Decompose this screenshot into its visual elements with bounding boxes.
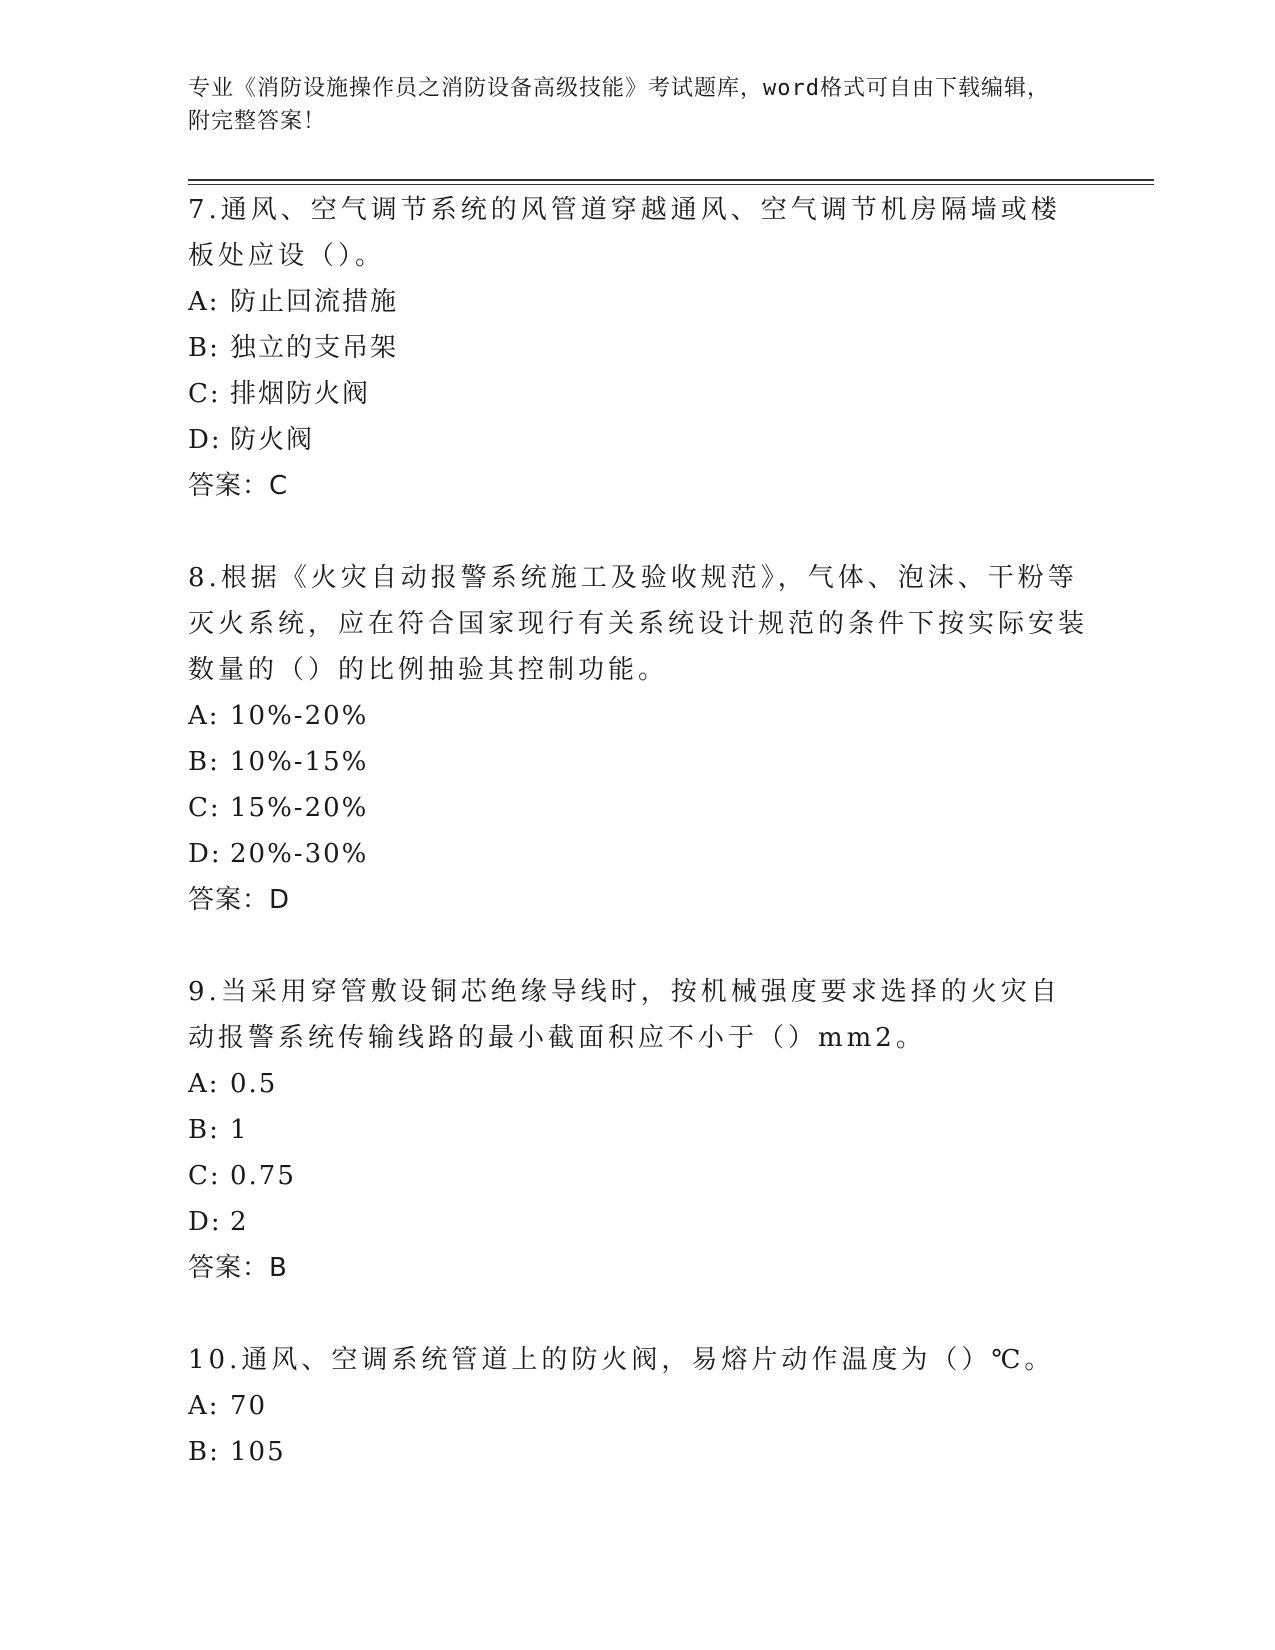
question-10 [188,1337,1088,1475]
option-b [188,325,1088,371]
option-text: 防止回流措施 [230,287,399,317]
option-a [188,279,1088,325]
option-letter: C: [188,793,221,823]
question-spacer [188,1291,1088,1337]
option-a [188,1383,1088,1429]
option-text: 防火阀 [230,425,315,455]
document-header: 专业《消防设施操作员之消防设备高级技能》考试题库，word格式可自由下载编辑，附完整答案！ [188,76,1050,134]
option-b [188,739,1088,785]
question-stem: 9.当采用穿管敷设铜芯绝缘导线时，按机械强度要求选择的火灾自动报警系统传输线路的最小截面积应不小于（）mm2。 [188,977,1061,1053]
question-list [188,187,1088,1475]
option-letter: B: [188,1437,220,1467]
header-rule-thin [188,184,1154,185]
question-stem: 8.根据《火灾自动报警系统施工及验收规范》，气体、泡沫、干粉等灭火系统，应在符合国家现行有关系统设计规范的条件下按实际安装数量的（）的比例抽验其控制功能。 [188,563,1089,685]
option-text: 2 [230,1207,249,1237]
option-text: 排烟防火阀 [230,379,371,409]
answer-line: 答案：D [188,885,291,915]
option-text: 105 [230,1437,286,1467]
option-letter: B: [188,1115,220,1145]
option-text: 0.75 [230,1161,296,1191]
option-c [188,371,1088,417]
option-c [188,785,1088,831]
option-d [188,1199,1088,1245]
option-text: 15%-20% [230,793,369,823]
option-text: 10%-20% [230,701,369,731]
question-stem: 7.通风、空气调节系统的风管道穿越通风、空气调节机房隔墙或楼板处应设（）。 [188,195,1061,271]
option-letter: D: [188,839,222,869]
option-letter: A: [188,1391,220,1421]
option-c [188,1153,1088,1199]
option-letter: D: [188,1207,222,1237]
option-letter: D: [188,425,222,455]
option-text: 0.5 [230,1069,278,1099]
option-letter: A: [188,287,220,317]
option-letter: C: [188,1161,221,1191]
answer-line: 答案：B [188,1253,288,1283]
question-8 [188,555,1088,923]
question-stem: 10.通风、空调系统管道上的防火阀，易熔片动作温度为（）℃。 [188,1345,1055,1375]
option-a [188,693,1088,739]
option-text: 20%-30% [230,839,369,869]
option-b [188,1107,1088,1153]
question-spacer [188,509,1088,555]
question-spacer [188,923,1088,969]
option-a [188,1061,1088,1107]
option-text: 70 [230,1391,268,1421]
option-text: 10%-15% [230,747,369,777]
option-d [188,831,1088,877]
answer-line: 答案：C [188,471,289,501]
option-letter: A: [188,1069,220,1099]
header-rule-thick [188,179,1154,181]
option-letter: B: [188,747,220,777]
option-letter: C: [188,379,221,409]
option-b [188,1429,1088,1475]
option-text: 独立的支吊架 [230,333,399,363]
option-d [188,417,1088,463]
option-letter: A: [188,701,220,731]
option-letter: B: [188,333,220,363]
option-text: 1 [230,1115,249,1145]
question-7 [188,187,1088,509]
question-9 [188,969,1088,1291]
